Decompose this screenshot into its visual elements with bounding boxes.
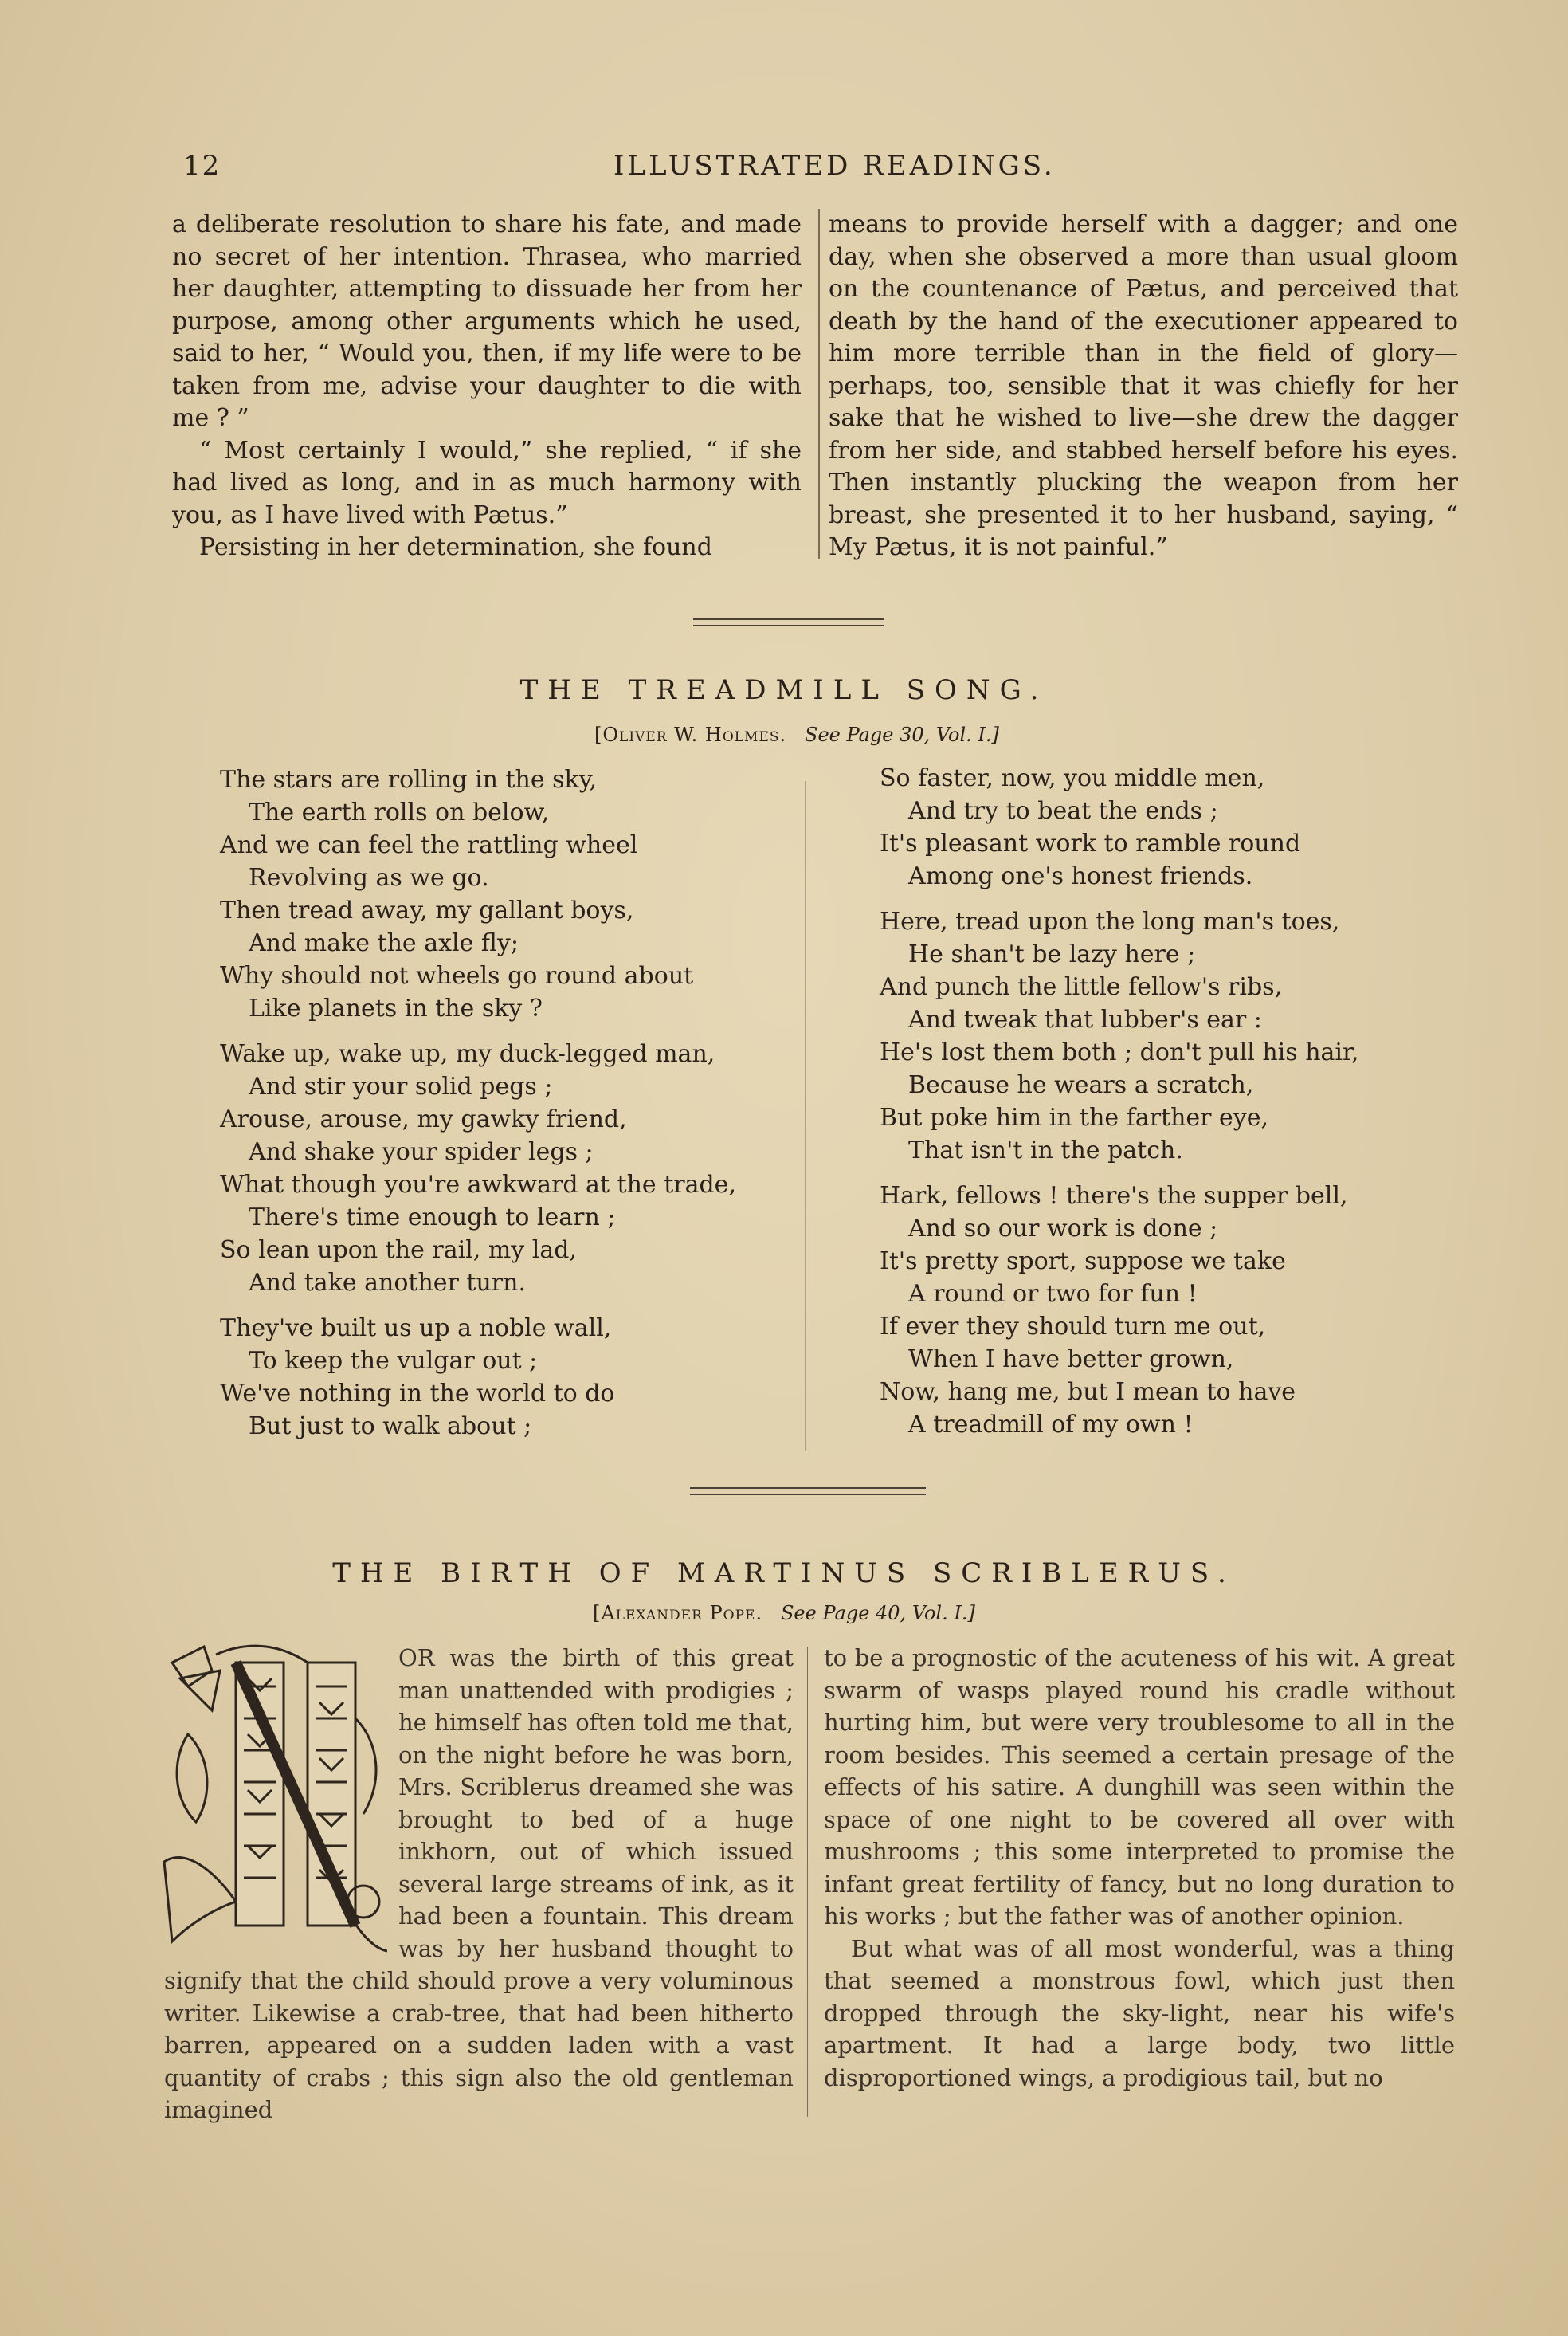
section-divider (690, 1494, 926, 1495)
verse-line: The earth rolls on below, (249, 799, 550, 826)
column-divider (807, 1647, 808, 2117)
verse-line: To keep the vulgar out ; (249, 1347, 538, 1375)
intro-paragraph: a deliberate resolution to share his fate, and made no secret of her intention. Thrasea, who married her daughter, attempting to dissuade her from her purpose, among other arguments which he used, said to her, “ Would you, then, if my life were to be taken from me, advise your daughter to die with me ? ” (172, 210, 802, 432)
stanza (880, 762, 1359, 893)
intro-paragraph: “ Most certainly I would,” she replied, “ if she had lived as long, and in as much harmony with you, as I have lived with Pætus.” (172, 436, 802, 529)
intro-paragraph: Persisting in her determination, she found (199, 533, 712, 561)
verse-line: The stars are rolling in the sky, (220, 766, 598, 794)
section-divider (693, 618, 884, 620)
poem-right-column (880, 762, 1359, 1454)
verse-line: They've built us up a noble wall, (220, 1314, 612, 1342)
column-divider (818, 209, 820, 559)
page-reference: See Page 40, Vol. I.] (780, 1602, 975, 1624)
author-name: [Alexander Pope. (593, 1602, 763, 1624)
verse-line: He shan't be lazy here ; (908, 940, 1196, 968)
verse-line: It's pretty sport, suppose we take (880, 1247, 1286, 1275)
verse-line: And try to beat the ends ; (908, 797, 1218, 825)
birth-left-column (164, 1642, 794, 2126)
verse-line: That isn't in the patch. (908, 1137, 1183, 1164)
section-divider (693, 625, 884, 626)
verse-line: But just to walk about ; (249, 1412, 532, 1440)
poem-left-column (220, 764, 736, 1455)
verse-line: Because he wears a scratch, (908, 1071, 1254, 1099)
birth-right-column (824, 1642, 1455, 2094)
intro-paragraph: means to provide herself with a dagger; and one day, when she observed a more than usual gloom on the countenance of Pætus, and perceived that death by the hand of the executioner appeared to him more terrible than in the field of glory—perhaps, too, sensible that it was chiefly for her sake that he wished to live—she drew the dagger from her side, and stabbed herself before his eyes. Then instantly plucking the weapon from her breast, she presented it to her husband, saying, “ My Pætus, it is not painful.” (829, 210, 1458, 561)
verse-line: It's pleasant work to ramble round (880, 830, 1301, 858)
section-title: THE TREADMILL SONG. (519, 674, 1049, 706)
verse-line: He's lost them both ; don't pull his hair, (880, 1038, 1359, 1066)
intro-right-column (829, 209, 1458, 564)
verse-line: Wake up, wake up, my duck-legged man, (220, 1040, 715, 1068)
author-name: [Oliver W. Holmes. (594, 724, 787, 746)
verse-line: If ever they should turn me out, (880, 1313, 1266, 1341)
verse-line: Then tread away, my gallant boys, (220, 897, 634, 925)
running-header (0, 143, 1568, 191)
stanza (220, 1038, 736, 1299)
verse-line: And shake your spider legs ; (249, 1138, 594, 1166)
verse-line: What though you're awkward at the trade, (220, 1171, 736, 1199)
verse-line: And we can feel the rattling wheel (220, 831, 638, 859)
verse-line: And take another turn. (249, 1269, 526, 1297)
body-paragraph: to be a prognostic of the acuteness of his wit. A great swarm of wasps played round his cradle without hurting him, but were very troublesome to all in the room besides. This seemed a certain presage of the effects of his satire. A dunghill was seen within the space of one night to be covered all over with mushrooms ; this some interpreted to promise the infant great fertility of fancy, but no long duration to his works ; but the father was of another opinion. (824, 1644, 1455, 1930)
verse-line: And punch the little fellow's ribs, (880, 973, 1283, 1001)
verse-line: Here, tread upon the long man's toes, (880, 908, 1340, 936)
verse-line: So faster, now, you middle men, (880, 764, 1265, 792)
attribution (594, 724, 999, 746)
verse-line: We've nothing in the world to do (220, 1380, 615, 1407)
stanza (220, 1312, 736, 1443)
ornamental-initial (156, 1639, 387, 1957)
page-number: 12 (183, 150, 221, 182)
verse-line: Why should not wheels go round about (220, 962, 694, 990)
ornamental-initial-n-icon (156, 1639, 387, 1957)
verse-line: And so our work is done ; (908, 1215, 1218, 1243)
verse-line: There's time enough to learn ; (249, 1203, 616, 1231)
verse-line: Now, hang me, but I mean to have (880, 1378, 1296, 1406)
section-title: THE BIRTH OF MARTINUS SCRIBLERUS. (332, 1557, 1236, 1589)
verse-line: And stir your solid pegs ; (249, 1073, 553, 1101)
stanza (880, 905, 1359, 1167)
verse-line: But poke him in the farther eye, (880, 1104, 1269, 1132)
page-reference: See Page 30, Vol. I.] (805, 724, 999, 746)
verse-line: Arouse, arouse, my gawky friend, (220, 1105, 627, 1133)
verse-line: When I have better grown, (908, 1345, 1234, 1373)
stanza (880, 1180, 1359, 1441)
verse-line: And make the axle fly; (249, 929, 519, 957)
stanza (220, 764, 736, 1025)
verse-line: Among one's honest friends. (908, 862, 1253, 890)
running-title: ILLUSTRATED READINGS. (613, 150, 1056, 182)
body-paragraph: But what was of all most wonderful, was a thing that seemed a monstrous fowl, which just then dropped through the sky-light, near his wife's apartment. It had a large body, two little disproportioned wings, a prodigious tail, but no (824, 1934, 1455, 2091)
body-paragraph: OR was the birth of this great man unattended with prodigies ; he himself has often told me that, on the night before he was born, Mrs. Scriblerus dreamed she was brought to bed of a huge inkhorn, out of which issued several large streams of ink, as it had been a fountain. This dream was by her husband thought to signify that the child should prove a very voluminous writer. Likewise a crab-tree, that had been hitherto barren, appeared on a sudden laden with a vast quantity of crabs ; this sign also the old gentleman imagined (164, 1644, 794, 2123)
attribution (593, 1602, 975, 1624)
verse-line: Revolving as we go. (249, 864, 489, 892)
verse-line: A round or two for fun ! (908, 1280, 1198, 1308)
verse-line: Like planets in the sky ? (249, 995, 543, 1023)
verse-line: And tweak that lubber's ear : (908, 1006, 1262, 1034)
verse-line: So lean upon the rail, my lad, (220, 1236, 577, 1264)
intro-left-column (172, 209, 802, 564)
verse-line: A treadmill of my own ! (908, 1411, 1194, 1439)
verse-line: Hark, fellows ! there's the supper bell, (880, 1182, 1348, 1210)
column-divider (805, 781, 806, 1451)
section-divider (690, 1487, 926, 1489)
